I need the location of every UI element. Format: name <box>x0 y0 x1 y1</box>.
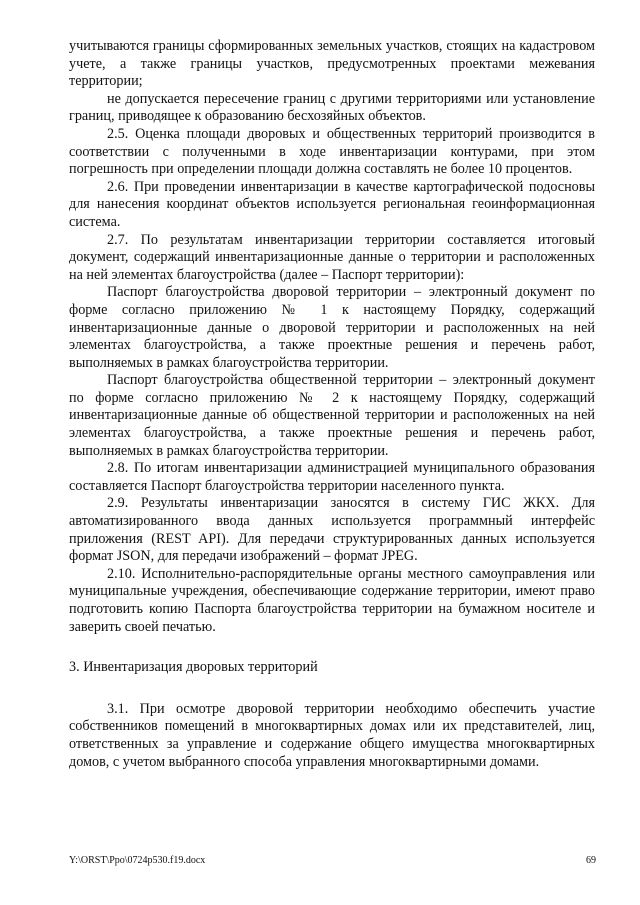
paragraph: Паспорт благоустройства дворовой территории – электронный документ по форме согласно приложению № 1 к настоящему Порядку, содержащий инвентаризационные данные о дворовой территории и расположенных на ней элементах благоустройства, а также проектные решения и перечень работ, выполняемых в рамках благоустройства территории. <box>69 284 595 371</box>
section-heading: 3. Инвентаризация дворовых территорий <box>69 659 318 676</box>
paragraph: учитываются границы сформированных земельных участков, стоящих на кадастровом учете, а также границы участков, предусмотренных проектами межевания территории; <box>69 38 595 90</box>
paragraph: 3.1. При осмотре дворовой территории необходимо обеспечить участие собственников помещений в многоквартирных домах или их представителей, лиц, ответственных за управление и содержание общего имущества многоквартирных домов, с учетом выбранного способа управления многоквартирными домами. <box>69 700 595 770</box>
paragraph: 2.8. По итогам инвентаризации администрацией муниципального образования составляется Паспорт благоустройства территории населенного пункта. <box>69 460 595 494</box>
footer-file-path: Y:\ORST\Ppo\0724p530.f19.docx <box>69 855 206 866</box>
paragraph: 2.9. Результаты инвентаризации заносятся в систему ГИС ЖКХ. Для автоматизированного ввода данных используется программный интерфейс приложения (REST API). Для передачи структурированных данных используется формат JSON, для передачи изображений – формат JPEG. <box>69 495 595 565</box>
paragraph: не допускается пересечение границ с другими территориями или установление границ, приводящее к образованию бесхозяйных объектов. <box>69 90 595 125</box>
footer-page-number: 69 <box>586 855 596 866</box>
paragraph: Паспорт благоустройства общественной территории – электронный документ по форме согласно приложению № 2 к настоящему Порядку, содержащий инвентаризационные данные об общественной территории и расположенных на ней элементах благоустройства, а также проектные решения и перечень работ, выполняемых в рамках благоустройства территории. <box>69 372 595 459</box>
paragraph: 2.5. Оценка площади дворовых и общественных территорий производится в соответствии с полученными в ходе инвентаризации контурами, при этом погрешность при определении площади должна составлять не более 10 процентов. <box>69 125 595 178</box>
paragraph: 2.10. Исполнительно-распорядительные органы местного самоуправления или муниципальные учреждения, обеспечивающие содержание территории, имеют право подготовить копию Паспорта благоустройства территории на бумажном носителе и заверить своей печатью. <box>69 565 595 635</box>
document-body <box>69 38 595 771</box>
paragraph: 2.6. При проведении инвентаризации в качестве картографической подосновы для нанесения координат объектов используется региональная геоинформационная система. <box>69 178 595 230</box>
paragraph: 2.7. По результатам инвентаризации территории составляется итоговый документ, содержащий инвентаризационные данные о территории и расположенных на ней элементах благоустройства (далее – Паспорт территории): <box>69 231 595 283</box>
